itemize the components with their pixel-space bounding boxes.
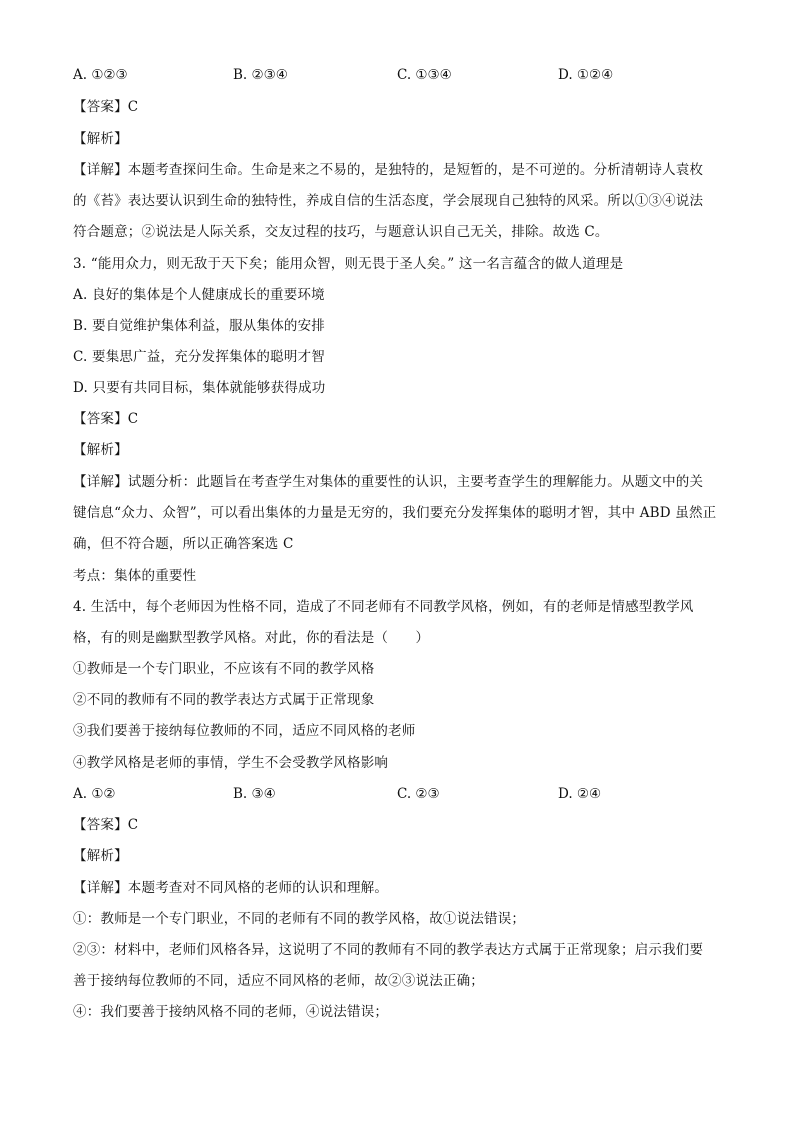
q2-detail-line: 符合题意；②说法是人际关系，交友过程的技巧，与题意认识自己无关，排除。故选 C。 xyxy=(73,224,609,240)
q2-detail-line: 【详解】本题考查探问生命。生命是来之不易的，是独特的，是短暂的，是不可逆的。分析清朝诗人袁枚 xyxy=(73,162,704,178)
q4-detail-line: ④：我们要善于接纳风格不同的老师，④说法错误； xyxy=(73,1004,389,1020)
q2-option-d: D. ①②④ xyxy=(558,67,614,83)
q3-option-d: D. 只要有共同目标，集体就能够获得成功 xyxy=(73,380,326,396)
q4-detail-line: ①：教师是一个专门职业，不同的老师有不同的教学风格，故①说法错误； xyxy=(73,911,526,927)
q4-detail-line: 【详解】本题考查对不同风格的老师的认识和理解。 xyxy=(73,880,389,896)
q4-option-d: D. ②④ xyxy=(558,786,602,802)
q3-analysis-label: 【解析】 xyxy=(73,442,128,458)
q4-statement-2: ②不同的教师有不同的教学表达方式属于正常现象 xyxy=(73,692,375,708)
q4-answer: 【答案】C xyxy=(73,817,139,833)
q4-detail-line: 善于接纳每位教师的不同，适应不同风格的老师，故②③说法正确； xyxy=(73,973,484,989)
q4-analysis-label: 【解析】 xyxy=(73,848,128,864)
q4-option-c: C. ②③ xyxy=(397,786,440,802)
q2-option-c: C. ①③④ xyxy=(397,67,452,83)
q3-option-c: C. 要集思广益，充分发挥集体的聪明才智 xyxy=(73,349,325,365)
q3-option-b: B. 要自觉维护集体利益，服从集体的安排 xyxy=(73,318,326,334)
q4-statement-3: ③我们要善于接纳每位教师的不同，适应不同风格的老师 xyxy=(73,723,416,739)
q2-option-a: A. ①②③ xyxy=(73,67,128,83)
q3-detail-line: 【详解】试题分析：此题旨在考查学生对集体的重要性的认识，主要考查学生的理解能力。从题文中的关 xyxy=(73,474,704,490)
q4-option-b: B. ③④ xyxy=(233,786,276,802)
q3-detail-line: 确，但不符合题，所以正确答案选 C xyxy=(73,536,294,552)
q4-detail-line: ②③：材料中，老师们风格各异，这说明了不同的教师有不同的教学表达方式属于正常现象；启示我们要 xyxy=(73,942,704,958)
q3-knowledge-point: 考点：集体的重要性 xyxy=(73,568,197,584)
q4-stem-line: 4. 生活中，每个老师因为性格不同，造成了不同老师有不同教学风格，例如，有的老师是情感型教学风 xyxy=(73,599,694,615)
q4-statement-4: ④教学风格是老师的事情，学生不会受教学风格影响 xyxy=(73,755,389,771)
q2-option-b: B. ②③④ xyxy=(233,67,288,83)
q3-answer: 【答案】C xyxy=(73,411,139,427)
q2-analysis-label: 【解析】 xyxy=(73,131,128,147)
q4-option-a: A. ①② xyxy=(73,786,116,802)
q2-detail-line: 的《苔》表达要认识到生命的独特性，养成自信的生活态度，学会展现自己独特的风采。所以①③④说法 xyxy=(73,193,704,209)
q3-stem: 3. “能用众力，则无敌于天下矣；能用众智，则无畏于圣人矣。” 这一名言蕴含的做人道理是 xyxy=(73,256,624,272)
q3-option-a: A. 良好的集体是个人健康成长的重要环境 xyxy=(73,287,325,303)
q4-statement-1: ①教师是一个专门职业，不应该有不同的教学风格 xyxy=(73,661,375,677)
q2-answer: 【答案】C xyxy=(73,99,139,115)
q4-stem-line: 格，有的则是幽默型教学风格。对此，你的看法是（ ） xyxy=(73,630,430,646)
q3-detail-line: 键信息“众力、众智”，可以看出集体的力量是无穷的，我们要充分发挥集体的聪明才智，其中 ABD 虽然正 xyxy=(73,505,717,521)
